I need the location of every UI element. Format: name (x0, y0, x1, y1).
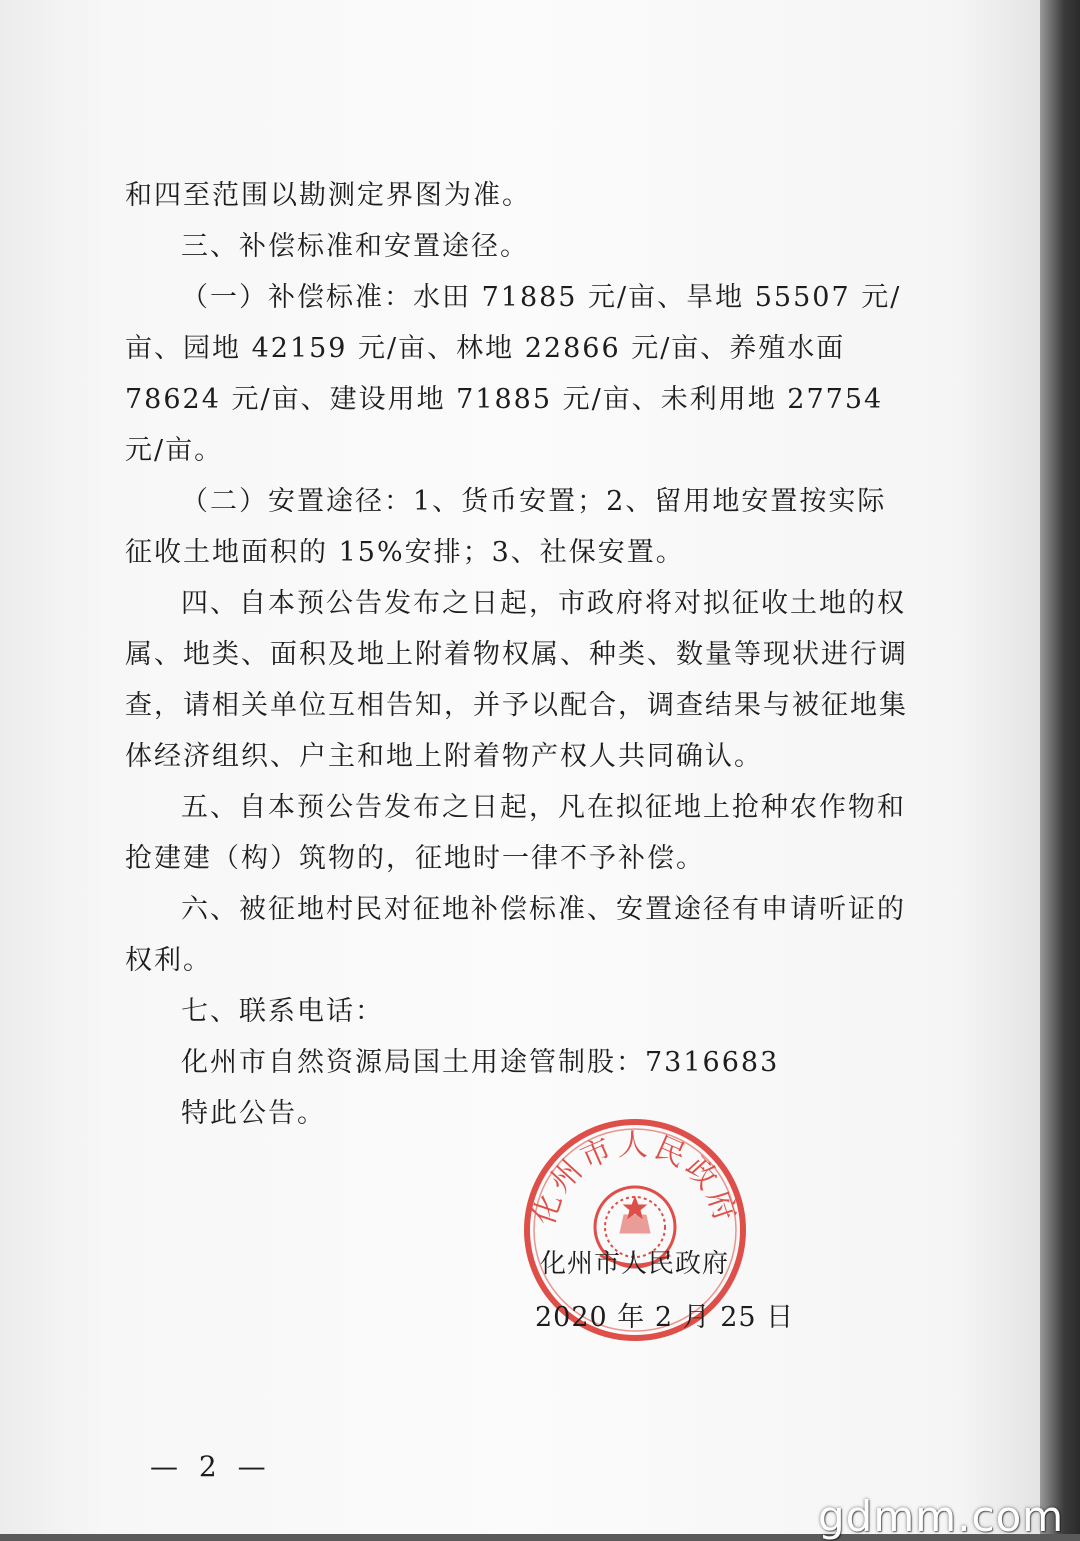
paragraph-5: 五、自本预公告发布之日起，凡在拟征地上抢种农作物和抢建建（构）筑物的，征地时一律不予补偿。 (125, 792, 906, 874)
paragraph-6: 六、被征地村民对征地补偿标准、安置途径有申请听证的权利。 (125, 894, 906, 976)
paragraph-0: 和四至范围以勘测定界图为准。 (125, 180, 531, 211)
issuer-signature: 化州市人民政府 (540, 1249, 730, 1279)
paragraph-3: （二）安置途径：1、货币安置；2、留用地安置按实际征收土地面积的 15%安排；3、社保安置。 (125, 486, 887, 568)
closing-line: 特此公告。 (181, 1098, 326, 1129)
issue-date: 2020 年 2 月 25 日 (535, 1302, 795, 1333)
document-body (125, 170, 915, 1139)
paragraph-7: 七、联系电话： (181, 996, 384, 1027)
paragraph-4: 四、自本预公告发布之日起，市政府将对拟征收土地的权属、地类、面积及地上附着物权属、种类、数量等现状进行调查，请相关单位互相告知，并予以配合，调查结果与被征地集体经济组织、户主和地上附着物产权人共同确认。 (125, 588, 908, 772)
paragraph-2: （一）补偿标准：水田 71885 元/亩、旱地 55507 元/亩、园地 42159 元/亩、林地 22866 元/亩、养殖水面 78624 元/亩、建设用地 71885 元/亩、未利用地 27754 元/亩。 (125, 282, 902, 466)
contact-line: 化州市自然资源局国土用途管制股：7316683 (181, 1047, 780, 1078)
page-edge-shadow (1040, 0, 1080, 1534)
watermark: gdmm.com (818, 1492, 1065, 1541)
seal-text: 化州市人民政府 (526, 1127, 744, 1230)
paragraph-1: 三、补偿标准和安置途径。 (181, 231, 529, 262)
page-number: — 2 — (150, 1450, 272, 1483)
